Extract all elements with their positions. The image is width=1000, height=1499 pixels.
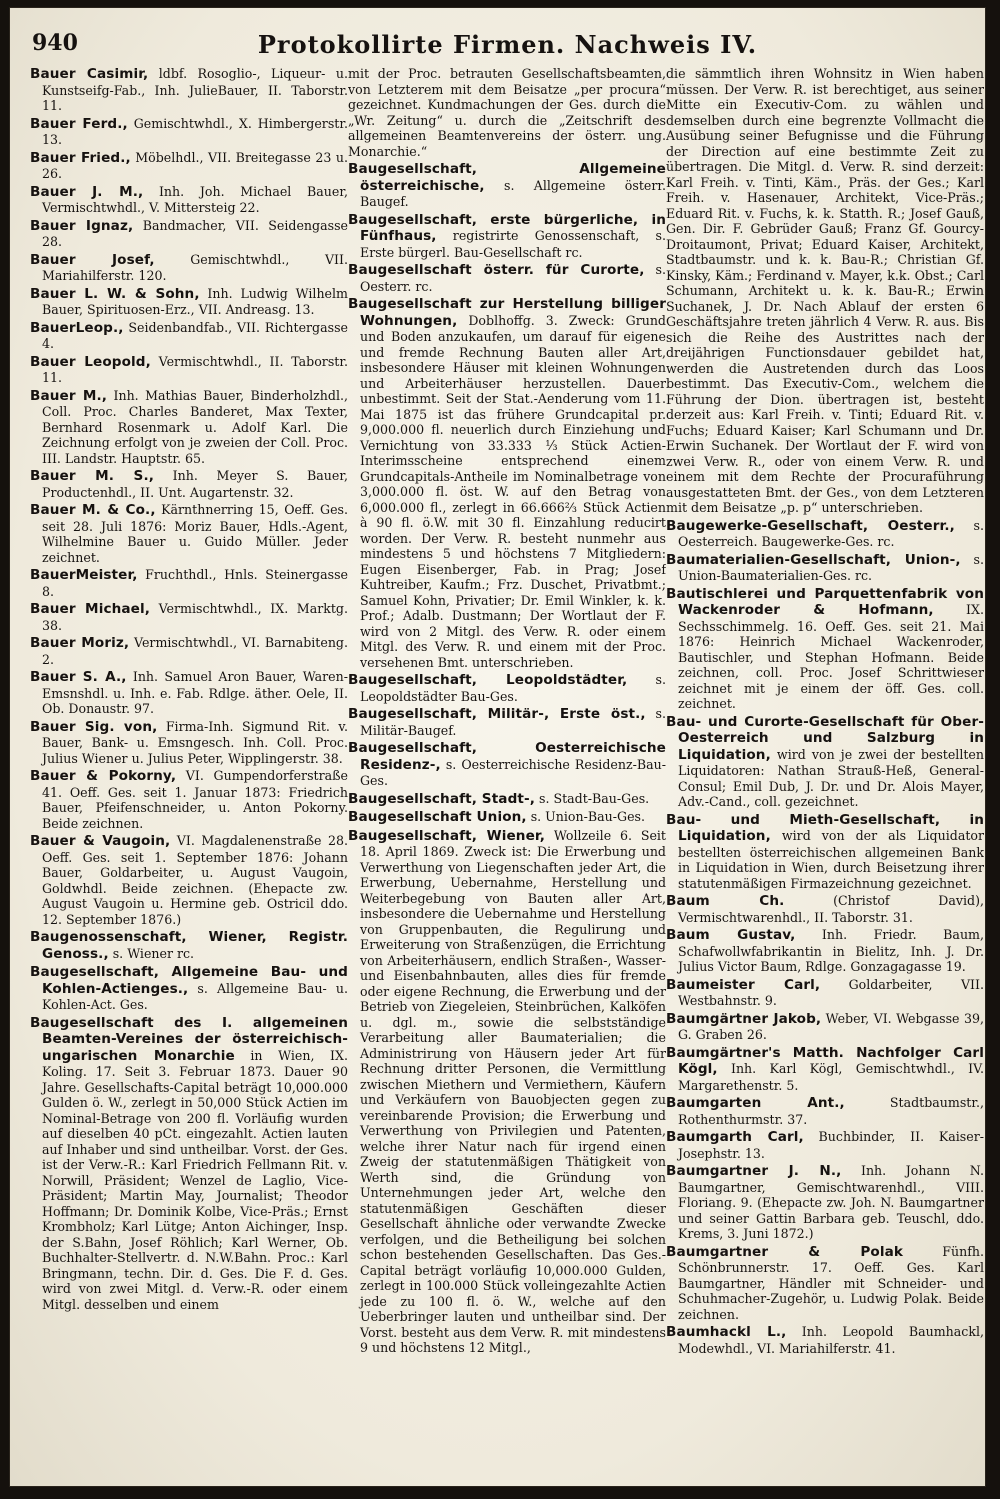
page-number: 940 — [32, 30, 78, 56]
directory-entry — [30, 468, 348, 500]
entry-text: Buchbinder, II. Kaiser-Josephstr. 13. — [678, 1129, 984, 1161]
firm-name: Baumgärtner's Matth. Nachfolger Carl Kögl, — [666, 1044, 984, 1077]
entry-text: Gemischtwhdl., VII. Mariahilferstr. 120. — [42, 251, 348, 283]
firm-name: Baugesellschaft zur Herstellung billiger Wohnungen, — [348, 296, 666, 329]
directory-entry — [666, 1095, 984, 1127]
directory-entry — [666, 1244, 984, 1323]
directory-entry — [666, 1011, 984, 1043]
entry-text: Weber, VI. Webgasse 39, G. Graben 26. — [678, 1010, 984, 1042]
firm-name: Bauer Sig. von, — [30, 718, 158, 735]
column-left — [30, 66, 348, 1481]
firm-name: Baumaterialien-Gesellschaft, Union-, — [666, 551, 961, 568]
directory-entry — [348, 161, 666, 210]
directory-entry — [666, 927, 984, 975]
directory-entry — [30, 252, 348, 284]
firm-name: Bau- und Curorte-Gesellschaft für Ober-Oesterreich und Salzburg in Liquidation, — [666, 713, 984, 763]
entry-text: Inh. Ludwig Wilhelm Bauer, Spirituosen-Erz., VII. Andreasg. 13. — [42, 285, 348, 317]
directory-entry — [666, 518, 984, 550]
firm-name: Baugesellschaft, Militär-, Erste öst., — [348, 706, 646, 722]
entry-text: Inh. Mathias Bauer, Binderholzhdl., Coll. Proc. Charles Banderet, Max Texter, Bernhard Rosenmark u. Adolf Karl. Die Zeichnung erfolgt von je zweien der Coll. Proc. III. Landstr. Hauptstr. 65. — [42, 387, 348, 466]
entry-text: Stadtbaumstr., Rothenthurmstr. 37. — [678, 1095, 984, 1127]
directory-entry — [666, 812, 984, 892]
entry-text: s. Stadt-Bau-Ges. — [535, 790, 650, 806]
directory-entry — [30, 567, 348, 599]
firm-name: Baugewerke-Gesellschaft, Oesterr., — [666, 517, 955, 534]
firm-name: Baumeister Carl, — [666, 976, 821, 993]
firm-name: Baumgartner & Polak — [666, 1243, 903, 1260]
entry-text: Goldarbeiter, VII. Westbahnstr. 9. — [678, 976, 984, 1008]
entry-text: wird von der als Liquidator bestellten österreichischen allgemeinen Bank in Liquidation in Wien, durch Beisetzung ihrer statutenmäßigen Firmazeichnung gezeichnet. — [678, 828, 984, 891]
entry-text: Kärnthnerring 15, Oeff. Ges. seit 28. Juli 1876: Moriz Bauer, Hdls.-Agent, Wilhelmine Bauer u. Guido Müller. Jeder zeichnet. — [42, 502, 348, 565]
page-header — [10, 8, 985, 58]
directory-entry — [30, 320, 348, 352]
firm-name: Baumgärtner Jakob, — [666, 1010, 822, 1027]
directory-page — [10, 8, 985, 1486]
firm-name: Bauer S. A., — [30, 669, 127, 685]
firm-name: Baum Gustav, — [666, 927, 796, 943]
directory-entry — [30, 833, 348, 927]
firm-name: Baugesellschaft, Wiener, — [348, 827, 545, 844]
directory-entry — [30, 719, 348, 767]
firm-name: Bauer Fried., — [30, 149, 131, 166]
entry-text: s. Oesterreichische Residenz-Bau-Ges. — [360, 756, 666, 788]
entry-text: Inh. Friedr. Baum, Schafwollwfabrikantin in Bielitz, Inh. J. Dr. Julius Victor Baum, Rdlge. Gonzagagasse 19. — [678, 927, 984, 974]
entry-text: s. Allgemeine österr. Baugef. — [360, 177, 666, 209]
firm-name: Baumgartner J. N., — [666, 1163, 842, 1179]
directory-entry — [30, 66, 348, 114]
directory-entry — [30, 929, 348, 962]
directory-entry — [666, 714, 984, 810]
firm-name: Bauer M. & Co., — [30, 502, 156, 518]
entry-text: Seidenbandfab., VII. Richtergasse 4. — [42, 319, 348, 351]
entry-text: s. Union-Bau-Ges. — [526, 809, 645, 824]
directory-entry — [30, 669, 348, 717]
directory-entry — [666, 1045, 984, 1094]
firm-name: Bauer Ferd., — [30, 115, 128, 132]
entry-text: in Wien, IX. Koling. 17. Seit 3. Februar 1873. Dauer 90 Jahre. Gesellschafts-Capital beträgt 10,000.000 Gulden ö. W., zerlegt in 50,000 Stück Actien im Nominal-Betrage von 200 fl. Vorläufig wurden auf dieselben 40 pCt. eingezahlt. Actien lauten auf Inhaber und sind untheilbar. Vorst. der Ges. ist der Verw.-R.: Karl Friedrich Fellmann Rit. v. Norwill, Präsident; Wenzel de Laglio, Vice-Präsident; Martin May, Journalist; Theodor Hoffmann; Dr. Dominik Kolbe, Vice-Präs.; Ernst Krombholz; Karl Lütge; Anton Aichinger, Insp. der S.Bahn, Josef Röhlich; Karl Werner, Ob. Buchhalter-Stellvertr. d. N.W.Bahn. Proc.: Karl Bringmann, techn. Dir. d. Ges. Die F. d. Ges. wird von zwei Mitgl. d. Verw.-R. oder einem Mitgl. desselben und einem — [42, 1047, 348, 1312]
directory-entry — [666, 1129, 984, 1161]
directory-entry — [348, 66, 666, 159]
entry-text: Vermischtwhdl., II. Taborstr. 11. — [42, 353, 348, 385]
directory-entry — [30, 601, 348, 633]
directory-entry — [30, 635, 348, 667]
entry-text: VI. Gumpendorferstraße 41. Oeff. Ges. seit 1. Januar 1873: Friedrich Bauer, Pfeifenschneider, u. Anton Pokorny. Beide zeichnen. — [42, 768, 348, 831]
entry-text: Möbelhdl., VII. Breitegasse 23 u. 26. — [42, 149, 348, 181]
directory-entry — [348, 296, 666, 670]
firm-name: Baugesellschaft Union, — [348, 809, 527, 825]
entry-text: s. Leopoldstädter Bau-Ges. — [360, 672, 666, 704]
firm-name: Baugesellschaft österr. für Curorte, — [348, 262, 645, 278]
firm-name: Bauer Casimir, — [30, 66, 149, 82]
firm-name: Baugesellschaft, Oesterreichische Residenz-, — [348, 740, 666, 773]
entry-text: s. Union-Baumaterialien-Ges. rc. — [678, 551, 984, 583]
entry-text: IX. Sechsschimmelg. 16. Oeff. Ges. seit 21. Mai 1876: Heinrich Michael Wackenroder, Bautischler, und Stephan Hofmann. Beide zeichnen, coll. Proc. Josef Schrittwieser zeichnet mit je einem der öff. Ges. coll. zeichnet. — [678, 602, 984, 711]
directory-entry — [30, 964, 348, 1013]
firm-name: Baugesellschaft, Allgemeine österreichische, — [348, 161, 666, 194]
entry-text: s. Oesterreich. Baugewerke-Ges. rc. — [678, 517, 984, 549]
entry-text: Inh. Karl Kögl, Gemischtwhdl., IV. Margarethenstr. 5. — [678, 1061, 984, 1093]
entry-text: Fruchthdl., Hnls. Steinergasse 8. — [42, 567, 348, 599]
firm-name: Baumgarten Ant., — [666, 1095, 845, 1111]
entry-text: (Christof David), Vermischtwarenhdl., II. Taborstr. 31. — [678, 893, 984, 925]
directory-entry — [666, 66, 984, 516]
directory-entry — [348, 212, 666, 261]
entry-text: registrirte Genossenschaft, s. Erste bürgerl. Bau-Gesellschaft rc. — [360, 228, 666, 260]
entry-text: Firma-Inh. Sigmund Rit. v. Bauer, Bank- u. Emsngesch. Inh. Coll. Proc. Julius Wiener u. Julius Peter, Wipplingerstr. 38. — [42, 718, 348, 766]
firm-name: Bau- und Mieth-Gesellschaft, in Liquidation, — [666, 811, 984, 844]
firm-name: Bauer M. S., — [30, 468, 154, 484]
directory-entry — [30, 354, 348, 386]
directory-entry — [30, 184, 348, 216]
entry-text: ldbf. Rosoglio-, Liqueur- u. Kunstseifg-Fab., Inh. JulieBauer, II. Taborstr. 11. — [42, 66, 348, 113]
firm-name: Baum Ch. — [666, 893, 785, 909]
directory-entry — [666, 893, 984, 925]
firm-name: Baugesellschaft, Allgemeine Bau- und Kohlen-Actienges., — [30, 964, 348, 997]
firm-name: Bauer Josef, — [30, 251, 155, 268]
entry-text: Gemischtwhdl., X. Himbergerstr. 13. — [42, 115, 348, 147]
entry-text: Inh. Leopold Baumhackl, Modewhdl., VI. Mariahilferstr. 41. — [678, 1324, 984, 1356]
firm-name: Bauer & Vaugoin, — [30, 833, 171, 849]
firm-name: Bauer & Pokorny, — [30, 768, 177, 784]
entry-text: s. Oesterr. rc. — [360, 262, 666, 294]
entry-text: VI. Magdalenenstraße 28. Oeff. Ges. seit 1. September 1876: Johann Bauer, Goldarbeiter, u. August Vaugoin, Goldwhdl. Beide zeichnen. (Ehepacte zw. August Vaugoin u. Hermine geb. Ostricil ddo. 12. September 1876.) — [42, 833, 348, 927]
directory-entry — [348, 828, 666, 1356]
entry-text: Inh. Meyer S. Bauer, Productenhdl., II. Unt. Augartenstr. 32. — [42, 468, 348, 500]
firm-name: Bauer Michael, — [30, 601, 151, 617]
entry-text: die sämmtlich ihren Wohnsitz in Wien haben müssen. Der Verw. R. ist berechtiget, aus seiner Mitte ein Executiv-Com. zu wählen und demselben durch eine begrenzte Vollmacht die Ausübung seiner Befugnisse und die Führung der Direction auf eine bestimmte Zeit zu übertragen. Die Mitgl. d. Verw. R. sind derzeit: Karl Freih. v. Tinti, Käm., Präs. der Ges.; Karl Freih. v. Hasenauer, Architekt, Vice-Präs.; Eduard Rit. v. Fuchs, k. k. Statth. R.; Josef Gauß, Gen. Dir. F. Gebrüder Gauß; Franz Gf. Gourcy-Droitaumont, Privat; Eduard Kaiser, Architekt, Stadtbaumstr. und k. k. Bau-R.; Christian Gf. Kinsky, Käm.; Ferdinand v. Mayer, k.k. Obst.; Carl Schumann, Architekt u. k. k. Bau-R.; Erwin Suchanek, J. Dr. Nach Ablauf der ersten 6 Geschäftsjahre treten jährlich 4 Verw. R. aus. Bis sich die Reihe des Austrittes nach der dreijährigen Functionsdauer gebildet hat, werden die Austretenden durch das Loos bestimmt. Das Executiv-Com., welchem die Führung der Dion. übertragen ist, besteht derzeit aus: Karl Freih. v. Tinti; Eduard Rit. v. Fuchs; Eduard Kaiser; Karl Schumann und Dr. Erwin Suchanek. Der Wortlaut der F. wird von zwei Verw. R., oder von einem Verw. R. und einem mit dem Rechte der Procuraführung ausgestatteten Bmt. der Ges., von dem Letzteren mit dem Beisatze „p. p“ unterschrieben. — [666, 66, 984, 515]
firm-name: Baugesellschaft, Leopoldstädter, — [348, 672, 628, 688]
firm-name: Baumhackl L., — [666, 1324, 787, 1340]
directory-entry — [348, 809, 666, 826]
entry-text: Fünfh. Schönbrunnerstr. 17. Oeff. Ges. Karl Baumgartner, Händler mit Schneider- und Schuhmacher-Zugehör, u. Ludwig Polak. Beide zeichnen. — [678, 1243, 984, 1322]
directory-entry — [348, 791, 666, 808]
column-middle — [348, 66, 666, 1481]
entry-text: Inh. Joh. Michael Bauer, Vermischtwhdl., V. Mittersteig 22. — [42, 183, 348, 215]
directory-entry — [666, 977, 984, 1009]
directory-entry — [30, 768, 348, 831]
firm-name: Bauer Moriz, — [30, 635, 130, 651]
entry-text: Inh. Samuel Aron Bauer, Waren-Emsnshdl. u. Inh. e. Fab. Rdlge. äther. Oele, II. Ob. Donaustr. 97. — [42, 669, 348, 716]
directory-entry — [348, 740, 666, 789]
directory-entry — [348, 262, 666, 294]
column-right — [666, 66, 984, 1481]
page-title: Protokollirte Firmen. Nachweis IV. — [257, 30, 758, 59]
directory-entry — [666, 1324, 984, 1356]
directory-entry — [666, 552, 984, 584]
entry-text: Vermischtwhdl., VI. Barnabiteng. 2. — [42, 635, 348, 667]
entry-text: mit der Proc. betrauten Gesellschaftsbeamten, von Letzterem mit dem Beisatze „per procura“ gezeichnet. Kundmachungen der Ges. durch die „Wr. Zeitung“ u. durch die „Zeitschrift des allgemeinen Beamtenvereins der österr. ung. Monarchie.“ — [348, 66, 666, 159]
entry-text: s. Allgemeine Bau- u. Kohlen-Act. Ges. — [42, 980, 348, 1012]
firm-name: Baugesellschaft des I. allgemeinen Beamten-Vereines der österreichisch-ungarischen Monarchie — [30, 1014, 348, 1064]
directory-entry — [666, 586, 984, 712]
entry-text: Doblhoffg. 3. Zweck: Grund und Boden anzukaufen, um darauf für eigene und fremde Rechnung Bauten aller Art, insbesondere Häuser mit kleinen Wohnungen und Arbeiterhäuser herzustellen. Dauer unbestimmt. Seit der Stat.-Aenderung vom 11. Mai 1875 ist das frühere Grundcapital pr. 9,000.000 fl. neuerlich durch Einziehung und Vernichtung von 33.333 ⅓ Stück Actien-Interimsscheine entsprechend einem Grundcapitals-Antheile im Nominalbetrage von 3,000.000 fl. öst. W. auf den Betrag von 6,000.000 fl., zerlegt in 66.666⅔ Stück Actien à 90 fl. ö.W. mit 30 fl. Einzahlung reducirt worden. Der Verw. R. besteht nunmehr aus mindestens 5 und höchstens 7 Mitgliedern: Eugen Eisenberger, Fab. in Prag; Josef Kuhtreiber, Kaufm.; Frz. Duschet, Privatbmt.; Samuel Kohn, Privatier; Dr. Emil Winkler, k. k. Prof.; Adalb. Dustmann; Der Wortlaut der F. wird von 2 Mitgl. des Verw. R. oder einem Mitgl. des Verw. R. und einem mit der Proc. versehenen Bmt. unterschrieben. — [360, 312, 666, 670]
firm-name: BauerLeop., — [30, 319, 124, 336]
entry-text: wird von je zwei der bestellten Liquidatoren: Nathan Strauß-Heß, General-Consul; Emil Dub, J. Dr. und Dr. Alois Mayer, Adv.-Cand., coll. gezeichnet. — [678, 746, 984, 809]
directory-entry — [30, 150, 348, 182]
directory-entry — [30, 502, 348, 565]
firm-name: BauerMeister, — [30, 567, 138, 583]
firm-name: Bauer J. M., — [30, 183, 144, 200]
entry-text: Wollzeile 6. Seit 18. April 1869. Zweck ist: Die Erwerbung und Verwerthung von Liegenschaften jeder Art, die Erwerbung, Uebernahme, Herstellung und Weiterbegebung von Bauten aller Art, insbesondere die Uebernahme und Herstellung von Gruppenbauten, die Regulirung und Erweiterung von Straßenzügen, die Errichtung von Arbeiterhäusern, endlich Straßen-, Wasser- und Eisenbahnbauten, alles dies für fremde oder eigene Rechnung, die Erwerbung und der Betrieb von Ziegeleien, Steinbrüchen, Kalköfen u. dgl. m., sowie die selbstständige Verarbeitung aller Baumaterialien; die Administrirung von Häusern jeder Art für Rechnung dritter Personen, die Vermittlung zwischen Miethern und Vermiethern, Käufern und Verkäufern von Bauobjecten gegen zu vereinbarende Provision; die Erwerbung und Verwerthung von Privilegien und Patenten, welche ihrer Natur nach für irgend einen Zweig der statutenmäßigen Thätigkeit von Werth sind, die Gründung von Unternehmungen jeder Art, welche den statutenmäßigen Geschäften dieser Gesellschaft ähnliche oder verwandte Zwecke verfolgen, und die Betheiligung bei solchen schon bestehenden Gesellschaften. Das Ges.-Capital beträgt vorläufig 10,000.000 Gulden, zerlegt in 100.000 Stück volleingezahlte Actien jede zu 100 fl. ö. W., welche auf den Ueberbringer lauten und untheilbar sind. Der Vorst. besteht aus dem Verw. R. mit mindestens 9 und höchstens 12 Mitgl., — [360, 827, 666, 1355]
firm-name: Bauer L. W. & Sohn, — [30, 285, 200, 302]
firm-name: Baumgarth Carl, — [666, 1129, 804, 1145]
firm-name: Baugenossenschaft, Wiener, Registr. Genoss., — [30, 929, 348, 962]
firm-name: Bauer Leopold, — [30, 353, 151, 370]
entry-text: s. Militär-Baugef. — [360, 706, 666, 738]
directory-entry — [30, 218, 348, 250]
directory-entry — [30, 286, 348, 318]
directory-entry — [30, 388, 348, 467]
directory-entry — [348, 672, 666, 704]
firm-name: Bauer Ignaz, — [30, 217, 134, 234]
directory-entry — [666, 1163, 984, 1242]
entry-text: Bandmacher, VII. Seidengasse 28. — [42, 217, 348, 249]
directory-entry — [348, 706, 666, 738]
firm-name: Baugesellschaft, Stadt-, — [348, 790, 535, 807]
firm-name: Baugesellschaft, erste bürgerliche, in Fünfhaus, — [348, 211, 666, 244]
directory-entry — [30, 116, 348, 148]
directory-entry — [30, 1015, 348, 1313]
entry-text: Inh. Johann N. Baumgartner, Gemischtwarenhdl., VIII. Floriang. 9. (Ehepacte zw. Joh. N. Baumgartner und seiner Gattin Barbara geb. Teuschl, ddo. Krems, 3. Juni 1872.) — [678, 1163, 984, 1241]
firm-name: Bauer M., — [30, 387, 108, 404]
entry-text: Vermischtwhdl., IX. Marktg. 38. — [42, 601, 348, 633]
entry-text: s. Wiener rc. — [108, 945, 195, 961]
firm-name: Bautischlerei und Parquettenfabrik von Wackenroder & Hofmann, — [666, 585, 984, 618]
